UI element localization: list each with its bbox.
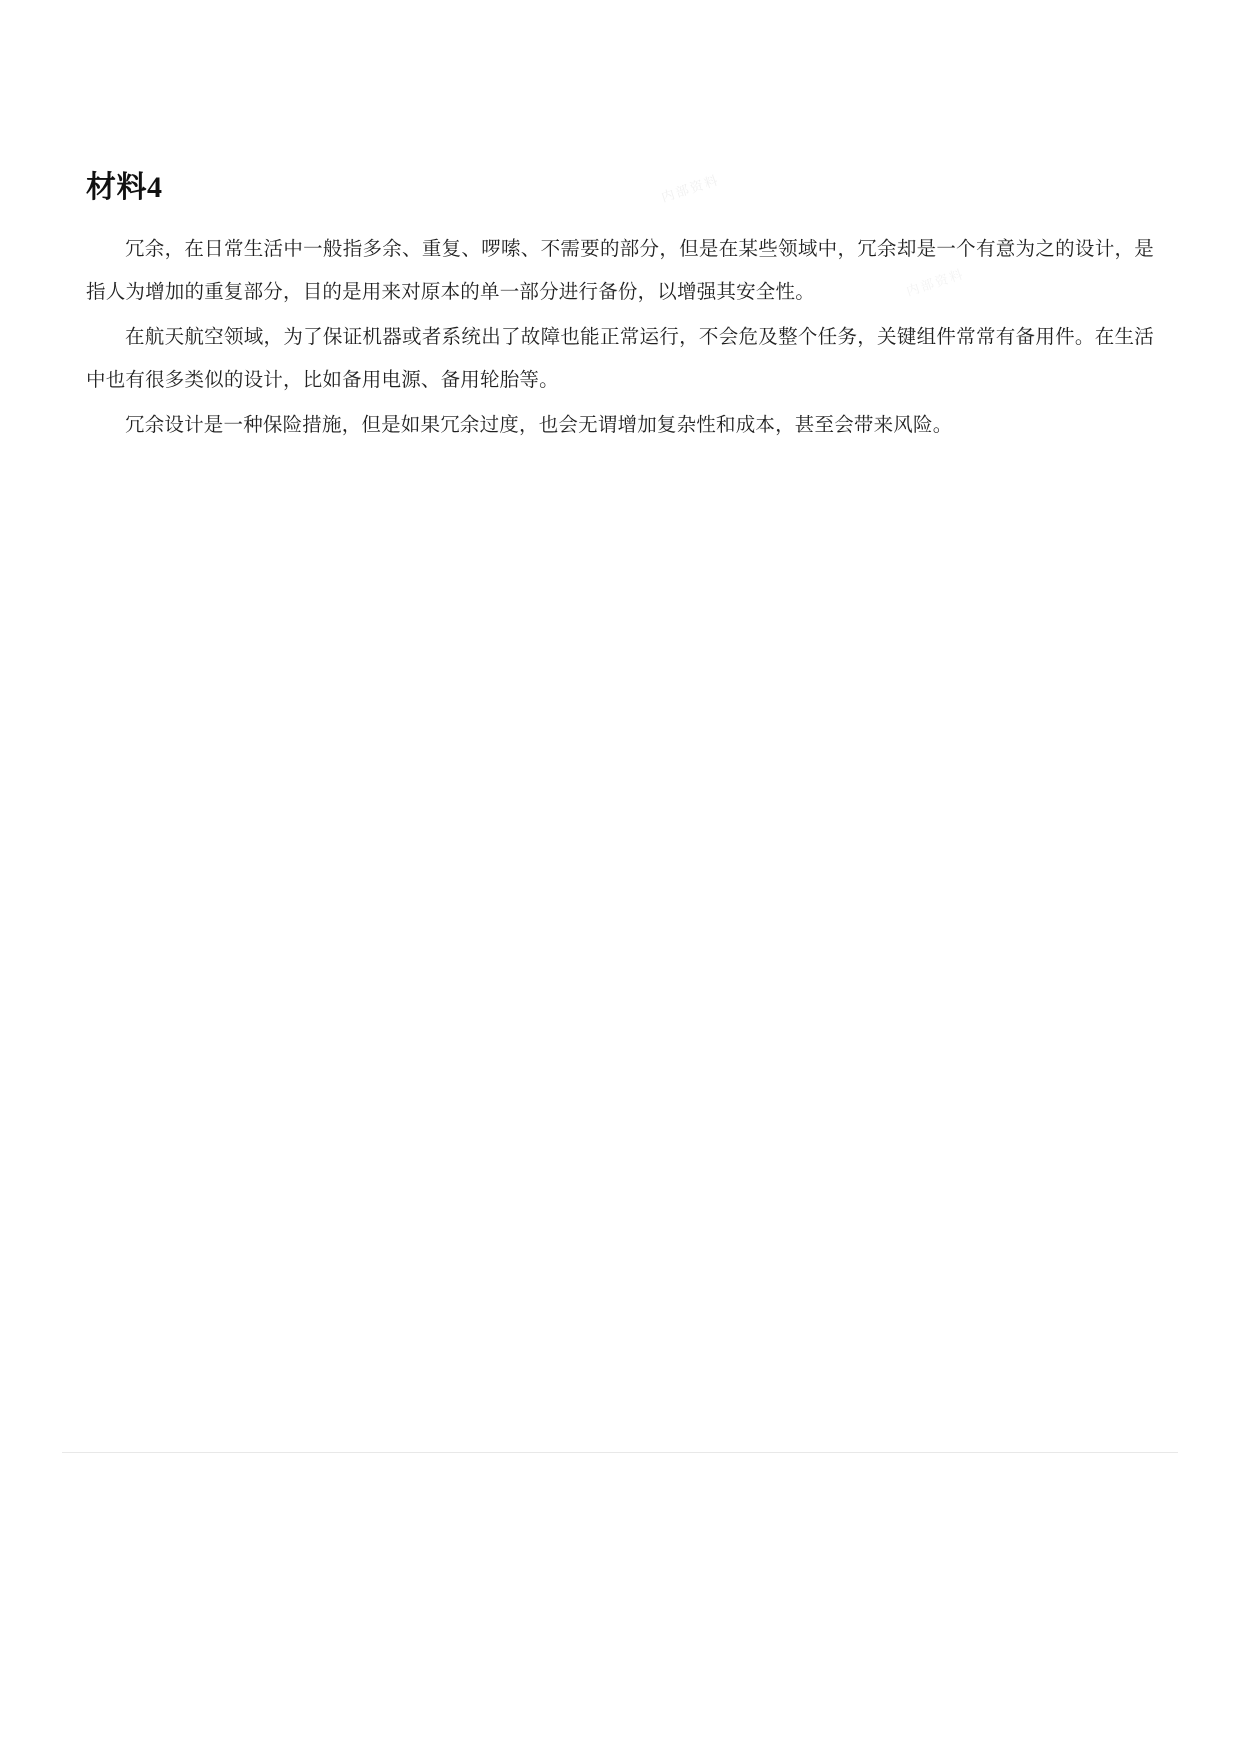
document-content: [86, 170, 1154, 449]
watermark-text-secondary: 内部资料: [904, 266, 967, 299]
paragraph: 冗余，在日常生活中一般指多余、重复、啰嗦、不需要的部分，但是在某些领域中，冗余却是一个有意为之的设计，是指人为增加的重复部分，目的是用来对原本的单一部分进行备份，以增强其安全性。: [86, 238, 1154, 303]
watermark-text: 内部资料: [659, 172, 722, 205]
footer-divider: [62, 1452, 1178, 1453]
paragraph: 在航天航空领域，为了保证机器或者系统出了故障也能正常运行，不会危及整个任务，关键组件常常有备用件。在生活中也有很多类似的设计，比如备用电源、备用轮胎等。: [86, 326, 1154, 391]
paragraph: 冗余设计是一种保险措施，但是如果冗余过度，也会无谓增加复杂性和成本，甚至会带来风险。: [125, 414, 953, 436]
page-title: 材料4: [86, 171, 163, 204]
